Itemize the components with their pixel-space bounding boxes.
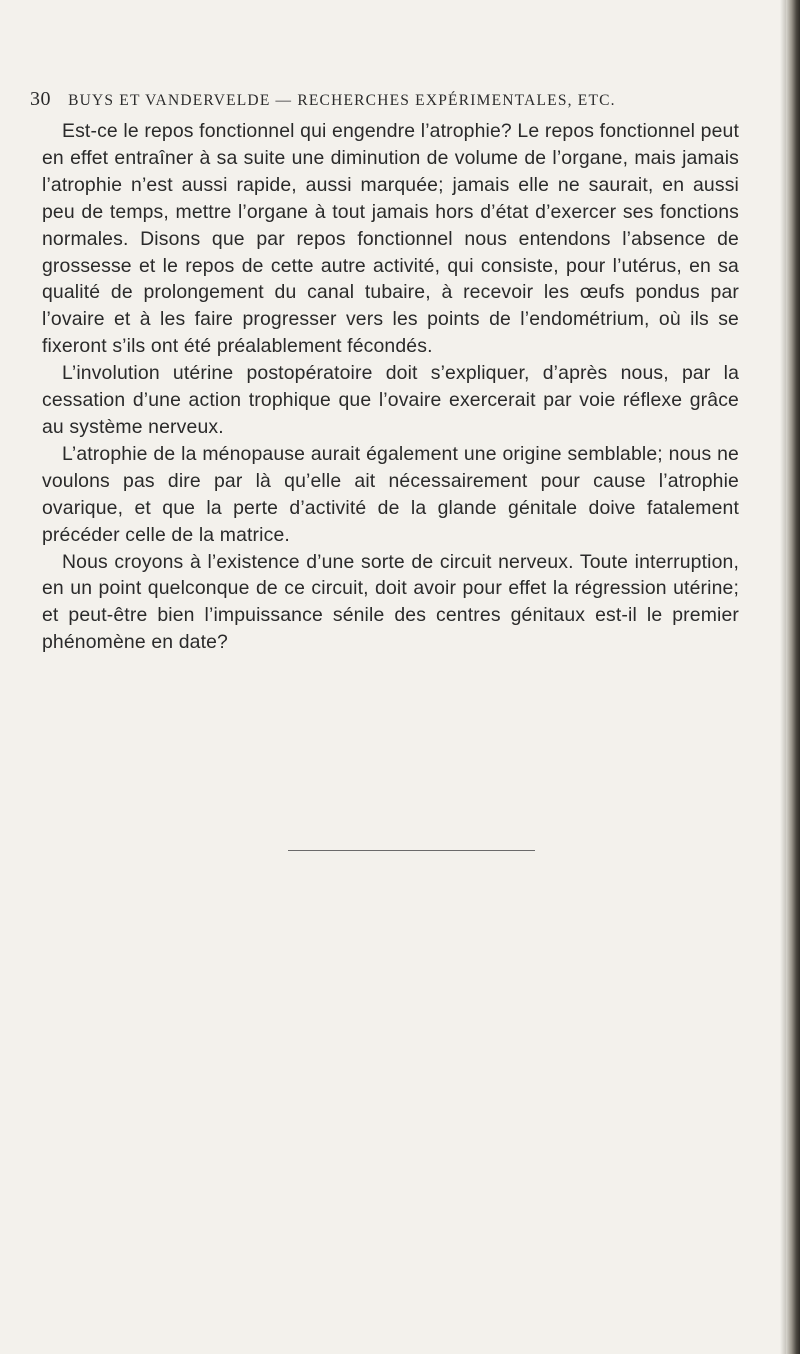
paragraph-atrophie-menopause: L’atrophie de la ménopause aurait également une origine semblable; nous ne voulons pas dire par là qu’elle ait nécessairement pour cause l’atrophie ovarique, et que la perte d’activité de la glande génitale doive fatalement précéder celle de la matrice. (42, 442, 739, 546)
body-text (42, 118, 739, 656)
paragraph-involution-uterine: L’involution utérine postopératoire doit s’expliquer, d’après nous, par la cessation d’une action trophique que l’ovaire exercerait par voie réflexe grâce au système nerveux. (42, 362, 739, 438)
page-number: 30 (30, 88, 51, 110)
running-header (30, 88, 740, 111)
paragraph-circuit-nerveux: Nous croyons à l’existence d’une sorte de circuit nerveux. Toute interruption, en un point quelconque de ce circuit, doit avoir pour effet la régression utérine; et peut-être bien l’impuissance sénile des centres génitaux est-il le premier phénomène en date? (42, 550, 739, 654)
running-title: BUYS ET VANDERVELDE — RECHERCHES EXPÉRIMENTALES, ETC. (68, 92, 616, 109)
book-edge (786, 0, 800, 1354)
paragraph-repos-fonctionnel: Est-ce le repos fonctionnel qui engendre l’atrophie? Le repos fonctionnel peut en effet entraîner à sa suite une diminution de volume de l’organe, mais jamais l’atrophie n’est aussi rapide, aussi marquée; jamais elle ne saurait, en aussi peu de temps, mettre l’organe à tout jamais hors d’état d’exercer ses fonctions normales. Disons que par repos fonctionnel nous entendons l’absence de grossesse et le repos de cette autre activité, qui consiste, pour l’utérus, en sa qualité de prolongement du canal tubaire, à recevoir les œufs pondus par l’ovaire et à les faire progresser vers les points de l’endométrium, où ils se fixeront s’ils ont été préalablement fécondés. (42, 120, 739, 358)
section-divider (288, 850, 535, 851)
